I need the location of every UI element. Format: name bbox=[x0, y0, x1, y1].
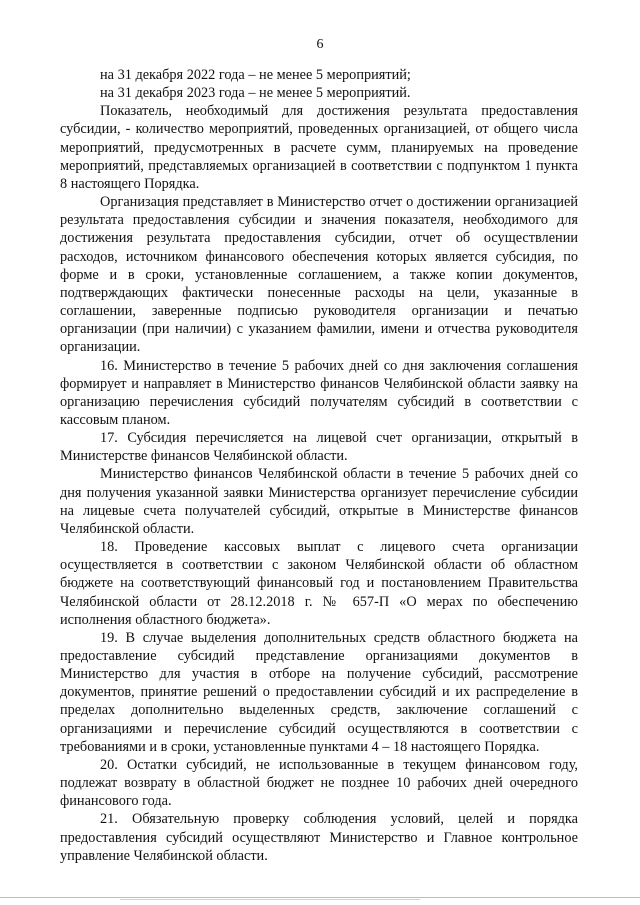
paragraph-20: 20. Остатки субсидий, не использованные в текущем финансовом году, подлежат возврату в областной бюджет не позднее 10 рабочих дней очередного финансового года. bbox=[60, 756, 578, 810]
paragraph-target-2022: на 31 декабря 2022 года – не менее 5 мероприятий; bbox=[100, 67, 411, 83]
scan-edge-line bbox=[0, 897, 640, 898]
paragraph-report: Организация представляет в Министерство отчет о достижении организацией результата предоставления субсидии и значения показателя, необходимого для достижения результата предоставления субсидии, отчет об осуществлении расходов, источником финансового обеспечения которых является субсидия, по форме и в сроки, установленные соглашением, а также копии документов, подтверждающих фактически понесенные расходы на цели, указанные в соглашении, заверенные подписью руководителя организации и печатью организации (при наличии) с указанием фамилии, имени и отчества руководителя организации. bbox=[60, 194, 578, 356]
document-body bbox=[60, 66, 578, 865]
paragraph-16: 16. Министерство в течение 5 рабочих дней со дня заключения соглашения формирует и направляет в Министерство финансов Челябинской области заявку на организацию перечисления субсидий получателям субсидий в соответствии с кассовым планом. bbox=[60, 357, 578, 428]
paragraph-17-transfer: Министерство финансов Челябинской области в течение 5 рабочих дней со дня получения указанной заявки Министерства организует перечисление субсидии на лицевые счета получателей субсидий, открытые в Министерстве финансов Челябинской области. bbox=[60, 466, 578, 537]
paragraph-19: 19. В случае выделения дополнительных средств областного бюджета на предоставление субсидий представление организациями документов в Министерство для участия в отборе на получение субсидий, рассмотрение документов, принятие решений о предоставлении субсидий и их распределение в пределах дополнительно выделенных средств, заключение соглашений с организациями и перечисление субсидий осуществляются в соответствии с требованиями и в сроки, установленные пунктами 4 – 18 настоящего Порядка. bbox=[60, 629, 578, 755]
paragraph-target-2023: на 31 декабря 2023 года – не менее 5 мероприятий. bbox=[100, 85, 411, 102]
paragraph-17: 17. Субсидия перечисляется на лицевой счет организации, открытый в Министерстве финансов Челябинской области. bbox=[60, 430, 578, 465]
paragraph-indicator: Показатель, необходимый для достижения результата предоставления субсидии, - количество мероприятий, проведенных организацией, от общего числа мероприятий, предусмотренных в расчете сумм, планируемых на проведение мероприятий, представляемых организацией в соответствии с подпунктом 1 пункта 8 настоящего Порядка. bbox=[60, 103, 578, 192]
page-number: 6 bbox=[316, 37, 324, 52]
scan-edge-line-secondary bbox=[120, 899, 420, 900]
paragraph-18: 18. Проведение кассовых выплат с лицевого счета организации осуществляется в соответствии с законом Челябинской области об областном бюджете на соответствующий финансовый год и постановлением Правительства Челябинской области от 28.12.2018 г. № 657-П «О мерах по обеспечению исполнения областного бюджета». bbox=[60, 539, 578, 628]
paragraph-21: 21. Обязательную проверку соблюдения условий, целей и порядка предоставления субсидий осуществляют Министерство и Главное контрольное управление Челябинской области. bbox=[60, 811, 578, 864]
